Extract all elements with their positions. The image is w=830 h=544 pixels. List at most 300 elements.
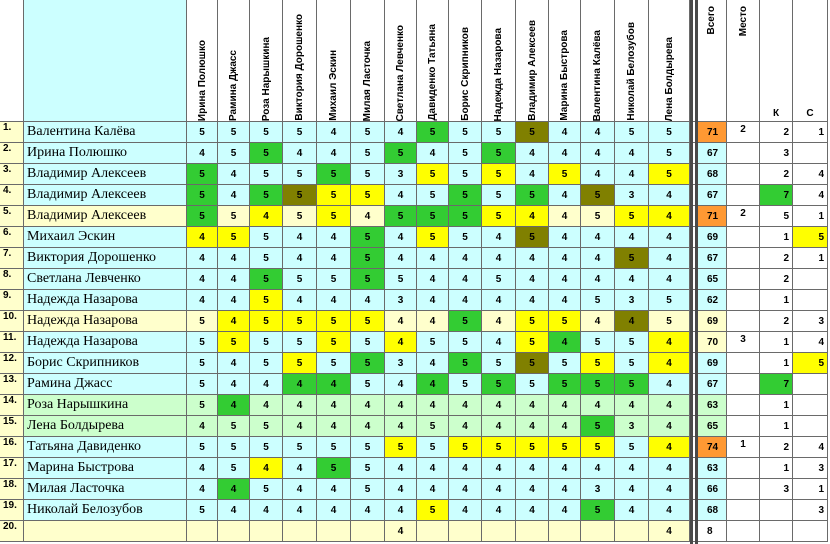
score-cell[interactable]: 4 (549, 332, 581, 353)
score-cell[interactable]: 5 (351, 374, 385, 395)
score-cell[interactable]: 5 (549, 311, 581, 332)
score-cell[interactable]: 4 (417, 311, 449, 332)
score-cell[interactable] (581, 521, 615, 542)
score-cell[interactable]: 4 (218, 353, 250, 374)
score-cell[interactable]: 4 (385, 332, 417, 353)
score-cell[interactable]: 5 (351, 332, 385, 353)
score-cell[interactable]: 5 (449, 374, 482, 395)
score-cell[interactable]: 5 (250, 479, 283, 500)
score-cell[interactable]: 4 (449, 395, 482, 416)
score-cell[interactable]: 4 (649, 227, 690, 248)
score-cell[interactable]: 5 (250, 269, 283, 290)
score-cell[interactable]: 5 (385, 143, 417, 164)
score-cell[interactable]: 5 (482, 437, 516, 458)
score-cell[interactable]: 4 (516, 395, 549, 416)
score-cell[interactable]: 4 (549, 458, 581, 479)
score-cell[interactable]: 5 (449, 122, 482, 143)
score-cell[interactable]: 4 (516, 458, 549, 479)
score-cell[interactable]: 4 (385, 416, 417, 437)
score-cell[interactable]: 4 (615, 458, 649, 479)
score-cell[interactable]: 5 (250, 122, 283, 143)
score-cell[interactable]: 4 (649, 521, 690, 542)
score-cell[interactable]: 4 (351, 290, 385, 311)
score-cell[interactable]: 4 (283, 227, 317, 248)
score-cell[interactable]: 5 (351, 122, 385, 143)
score-cell[interactable]: 5 (385, 269, 417, 290)
score-cell[interactable]: 5 (187, 500, 218, 521)
score-cell[interactable]: 5 (218, 122, 250, 143)
score-cell[interactable]: 4 (581, 269, 615, 290)
score-cell[interactable]: 4 (516, 206, 549, 227)
score-cell[interactable]: 4 (449, 458, 482, 479)
score-cell[interactable]: 5 (449, 311, 482, 332)
score-cell[interactable]: 5 (449, 332, 482, 353)
score-cell[interactable]: 3 (385, 290, 417, 311)
score-cell[interactable]: 5 (417, 206, 449, 227)
score-cell[interactable]: 4 (449, 290, 482, 311)
score-cell[interactable]: 4 (516, 290, 549, 311)
score-cell[interactable]: 4 (283, 248, 317, 269)
score-cell[interactable]: 4 (317, 227, 351, 248)
score-cell[interactable]: 5 (615, 206, 649, 227)
score-cell[interactable]: 5 (615, 332, 649, 353)
score-cell[interactable]: 5 (218, 458, 250, 479)
score-cell[interactable]: 4 (317, 479, 351, 500)
score-cell[interactable]: 5 (581, 332, 615, 353)
score-cell[interactable]: 5 (317, 458, 351, 479)
score-cell[interactable]: 5 (250, 164, 283, 185)
score-cell[interactable]: 5 (516, 227, 549, 248)
score-cell[interactable]: 3 (615, 416, 649, 437)
score-cell[interactable]: 4 (549, 500, 581, 521)
score-cell[interactable]: 5 (250, 290, 283, 311)
score-cell[interactable]: 4 (482, 332, 516, 353)
score-cell[interactable]: 4 (250, 206, 283, 227)
score-cell[interactable]: 4 (351, 416, 385, 437)
score-cell[interactable]: 4 (250, 458, 283, 479)
score-cell[interactable]: 4 (449, 416, 482, 437)
score-cell[interactable]: 4 (615, 395, 649, 416)
score-cell[interactable]: 4 (417, 269, 449, 290)
score-cell[interactable]: 3 (615, 185, 649, 206)
score-cell[interactable]: 4 (581, 458, 615, 479)
score-cell[interactable]: 5 (317, 206, 351, 227)
score-cell[interactable] (449, 521, 482, 542)
score-cell[interactable]: 5 (615, 353, 649, 374)
score-cell[interactable]: 3 (385, 353, 417, 374)
score-cell[interactable]: 5 (449, 143, 482, 164)
score-cell[interactable]: 5 (250, 185, 283, 206)
score-cell[interactable]: 4 (283, 458, 317, 479)
score-cell[interactable]: 4 (218, 248, 250, 269)
score-cell[interactable]: 5 (482, 185, 516, 206)
score-cell[interactable]: 5 (649, 143, 690, 164)
score-cell[interactable]: 5 (187, 437, 218, 458)
score-cell[interactable]: 4 (649, 437, 690, 458)
score-cell[interactable]: 4 (187, 458, 218, 479)
score-cell[interactable]: 5 (449, 353, 482, 374)
score-cell[interactable]: 4 (218, 374, 250, 395)
score-cell[interactable]: 5 (351, 227, 385, 248)
score-cell[interactable]: 5 (549, 374, 581, 395)
score-cell[interactable]: 4 (250, 395, 283, 416)
score-cell[interactable] (187, 521, 218, 542)
score-cell[interactable]: 4 (615, 143, 649, 164)
score-cell[interactable]: 4 (317, 248, 351, 269)
score-cell[interactable]: 4 (417, 143, 449, 164)
score-cell[interactable]: 4 (482, 395, 516, 416)
score-cell[interactable]: 5 (482, 353, 516, 374)
score-cell[interactable]: 4 (317, 290, 351, 311)
score-cell[interactable]: 5 (516, 353, 549, 374)
score-cell[interactable]: 4 (385, 122, 417, 143)
score-cell[interactable]: 4 (549, 479, 581, 500)
score-cell[interactable]: 5 (649, 164, 690, 185)
score-cell[interactable]: 4 (283, 290, 317, 311)
score-cell[interactable]: 4 (317, 416, 351, 437)
score-cell[interactable]: 4 (351, 206, 385, 227)
score-cell[interactable]: 5 (516, 332, 549, 353)
score-cell[interactable]: 4 (187, 227, 218, 248)
score-cell[interactable]: 5 (218, 206, 250, 227)
score-cell[interactable]: 4 (449, 269, 482, 290)
score-cell[interactable]: 5 (351, 143, 385, 164)
score-cell[interactable]: 5 (581, 290, 615, 311)
score-cell[interactable]: 5 (283, 269, 317, 290)
score-cell[interactable]: 5 (649, 311, 690, 332)
score-cell[interactable]: 5 (417, 227, 449, 248)
score-cell[interactable]: 5 (649, 122, 690, 143)
score-cell[interactable]: 4 (516, 500, 549, 521)
score-cell[interactable]: 4 (549, 122, 581, 143)
score-cell[interactable]: 4 (218, 479, 250, 500)
score-cell[interactable]: 5 (482, 374, 516, 395)
score-cell[interactable]: 4 (317, 143, 351, 164)
score-cell[interactable]: 5 (218, 227, 250, 248)
score-cell[interactable]: 4 (516, 164, 549, 185)
score-cell[interactable]: 4 (283, 416, 317, 437)
score-cell[interactable]: 5 (351, 248, 385, 269)
score-cell[interactable]: 5 (250, 416, 283, 437)
score-cell[interactable]: 5 (449, 185, 482, 206)
score-cell[interactable]: 5 (549, 437, 581, 458)
score-cell[interactable]: 4 (649, 206, 690, 227)
score-cell[interactable]: 4 (187, 269, 218, 290)
score-cell[interactable]: 4 (283, 374, 317, 395)
score-cell[interactable]: 4 (187, 290, 218, 311)
score-cell[interactable]: 5 (283, 164, 317, 185)
score-cell[interactable]: 4 (317, 374, 351, 395)
score-cell[interactable]: 5 (482, 164, 516, 185)
score-cell[interactable]: 5 (581, 500, 615, 521)
score-cell[interactable]: 4 (385, 395, 417, 416)
score-cell[interactable]: 5 (482, 122, 516, 143)
score-cell[interactable]: 4 (649, 395, 690, 416)
score-cell[interactable]: 5 (385, 206, 417, 227)
score-cell[interactable]: 4 (283, 395, 317, 416)
score-cell[interactable]: 4 (549, 143, 581, 164)
score-cell[interactable]: 5 (581, 206, 615, 227)
score-cell[interactable] (250, 521, 283, 542)
score-cell[interactable]: 4 (549, 290, 581, 311)
score-cell[interactable]: 4 (581, 395, 615, 416)
score-cell[interactable]: 5 (187, 374, 218, 395)
score-cell[interactable]: 4 (615, 269, 649, 290)
score-cell[interactable]: 4 (218, 185, 250, 206)
score-cell[interactable]: 5 (581, 185, 615, 206)
score-cell[interactable]: 4 (317, 395, 351, 416)
score-cell[interactable]: 5 (351, 437, 385, 458)
score-cell[interactable]: 5 (351, 311, 385, 332)
score-cell[interactable]: 5 (449, 206, 482, 227)
score-cell[interactable]: 4 (449, 248, 482, 269)
score-cell[interactable]: 4 (649, 500, 690, 521)
score-cell[interactable]: 4 (449, 500, 482, 521)
score-cell[interactable]: 5 (351, 269, 385, 290)
score-cell[interactable]: 5 (283, 185, 317, 206)
score-cell[interactable]: 5 (549, 164, 581, 185)
score-cell[interactable]: 5 (317, 311, 351, 332)
score-cell[interactable]: 4 (417, 248, 449, 269)
score-cell[interactable]: 4 (417, 374, 449, 395)
score-cell[interactable]: 4 (581, 122, 615, 143)
score-cell[interactable]: 5 (317, 185, 351, 206)
score-cell[interactable]: 4 (218, 269, 250, 290)
score-cell[interactable]: 5 (317, 437, 351, 458)
score-cell[interactable]: 4 (317, 500, 351, 521)
score-cell[interactable]: 3 (615, 290, 649, 311)
score-cell[interactable]: 5 (250, 248, 283, 269)
score-cell[interactable]: 4 (351, 395, 385, 416)
score-cell[interactable]: 5 (317, 353, 351, 374)
score-cell[interactable]: 4 (187, 479, 218, 500)
score-cell[interactable]: 3 (581, 479, 615, 500)
score-cell[interactable]: 4 (649, 416, 690, 437)
score-cell[interactable]: 4 (549, 227, 581, 248)
score-cell[interactable]: 5 (351, 458, 385, 479)
score-cell[interactable]: 5 (482, 269, 516, 290)
score-cell[interactable]: 5 (187, 185, 218, 206)
score-cell[interactable]: 4 (385, 311, 417, 332)
score-cell[interactable]: 5 (187, 164, 218, 185)
score-cell[interactable]: 4 (581, 143, 615, 164)
score-cell[interactable]: 4 (187, 248, 218, 269)
score-cell[interactable]: 5 (187, 122, 218, 143)
score-cell[interactable]: 4 (615, 227, 649, 248)
score-cell[interactable]: 4 (649, 374, 690, 395)
score-cell[interactable]: 4 (385, 479, 417, 500)
score-cell[interactable]: 4 (482, 500, 516, 521)
score-cell[interactable] (516, 521, 549, 542)
score-cell[interactable]: 5 (581, 437, 615, 458)
score-cell[interactable]: 4 (417, 458, 449, 479)
score-cell[interactable]: 4 (615, 479, 649, 500)
score-cell[interactable]: 4 (482, 479, 516, 500)
score-cell[interactable]: 5 (250, 353, 283, 374)
score-cell[interactable]: 5 (581, 353, 615, 374)
score-cell[interactable]: 4 (250, 500, 283, 521)
score-cell[interactable]: 4 (615, 311, 649, 332)
score-cell[interactable] (283, 521, 317, 542)
score-cell[interactable]: 5 (549, 353, 581, 374)
score-cell[interactable]: 5 (449, 227, 482, 248)
score-cell[interactable]: 4 (385, 227, 417, 248)
score-cell[interactable]: 4 (482, 290, 516, 311)
score-cell[interactable]: 4 (351, 500, 385, 521)
score-cell[interactable]: 5 (187, 311, 218, 332)
score-cell[interactable]: 4 (549, 248, 581, 269)
score-cell[interactable]: 4 (482, 248, 516, 269)
score-cell[interactable]: 5 (187, 332, 218, 353)
score-cell[interactable]: 5 (417, 437, 449, 458)
score-cell[interactable]: 4 (417, 395, 449, 416)
score-cell[interactable]: 5 (516, 311, 549, 332)
score-cell[interactable]: 5 (417, 185, 449, 206)
score-cell[interactable]: 5 (351, 185, 385, 206)
score-cell[interactable]: 4 (549, 206, 581, 227)
score-cell[interactable]: 4 (218, 290, 250, 311)
score-cell[interactable]: 5 (317, 269, 351, 290)
score-cell[interactable]: 4 (482, 458, 516, 479)
score-cell[interactable]: 5 (250, 311, 283, 332)
score-cell[interactable]: 5 (283, 122, 317, 143)
score-cell[interactable]: 5 (417, 500, 449, 521)
score-cell[interactable]: 4 (449, 479, 482, 500)
score-cell[interactable]: 5 (283, 332, 317, 353)
score-cell[interactable]: 4 (417, 479, 449, 500)
score-cell[interactable]: 5 (250, 227, 283, 248)
score-cell[interactable]: 5 (283, 437, 317, 458)
score-cell[interactable]: 4 (317, 122, 351, 143)
score-cell[interactable] (549, 521, 581, 542)
score-cell[interactable]: 5 (351, 479, 385, 500)
score-cell[interactable]: 4 (516, 269, 549, 290)
score-cell[interactable]: 5 (250, 143, 283, 164)
score-cell[interactable]: 4 (385, 248, 417, 269)
score-cell[interactable]: 5 (615, 122, 649, 143)
score-cell[interactable]: 5 (482, 143, 516, 164)
score-cell[interactable] (317, 521, 351, 542)
score-cell[interactable]: 5 (283, 311, 317, 332)
score-cell[interactable]: 5 (482, 206, 516, 227)
score-cell[interactable]: 4 (187, 143, 218, 164)
score-cell[interactable]: 4 (516, 248, 549, 269)
score-cell[interactable]: 5 (351, 164, 385, 185)
score-cell[interactable]: 5 (250, 332, 283, 353)
score-cell[interactable]: 5 (449, 164, 482, 185)
score-cell[interactable]: 4 (482, 227, 516, 248)
score-cell[interactable]: 5 (417, 164, 449, 185)
score-cell[interactable]: 4 (581, 227, 615, 248)
score-cell[interactable]: 4 (283, 500, 317, 521)
score-cell[interactable]: 4 (516, 143, 549, 164)
score-cell[interactable]: 5 (187, 395, 218, 416)
score-cell[interactable]: 5 (317, 164, 351, 185)
score-cell[interactable]: 4 (615, 164, 649, 185)
score-cell[interactable]: 5 (283, 206, 317, 227)
score-cell[interactable]: 5 (615, 248, 649, 269)
score-cell[interactable]: 4 (283, 479, 317, 500)
score-cell[interactable]: 4 (549, 395, 581, 416)
score-cell[interactable]: 4 (549, 416, 581, 437)
score-cell[interactable]: 5 (218, 143, 250, 164)
score-cell[interactable]: 4 (417, 290, 449, 311)
score-cell[interactable]: 5 (516, 437, 549, 458)
score-cell[interactable]: 4 (283, 143, 317, 164)
score-cell[interactable]: 5 (283, 353, 317, 374)
score-cell[interactable]: 5 (417, 332, 449, 353)
score-cell[interactable]: 4 (218, 311, 250, 332)
score-cell[interactable]: 5 (449, 437, 482, 458)
score-cell[interactable] (417, 521, 449, 542)
score-cell[interactable]: 5 (417, 122, 449, 143)
score-cell[interactable]: 4 (549, 269, 581, 290)
score-cell[interactable]: 4 (581, 164, 615, 185)
score-cell[interactable]: 5 (385, 437, 417, 458)
score-cell[interactable]: 4 (649, 185, 690, 206)
score-cell[interactable]: 5 (317, 332, 351, 353)
score-cell[interactable]: 4 (615, 500, 649, 521)
score-cell[interactable]: 5 (417, 416, 449, 437)
score-cell[interactable]: 5 (250, 437, 283, 458)
score-cell[interactable]: 4 (218, 395, 250, 416)
score-cell[interactable]: 4 (417, 353, 449, 374)
score-cell[interactable]: 5 (581, 416, 615, 437)
score-cell[interactable]: 4 (482, 416, 516, 437)
score-cell[interactable]: 4 (581, 311, 615, 332)
score-cell[interactable]: 4 (516, 416, 549, 437)
score-cell[interactable]: 4 (649, 353, 690, 374)
score-cell[interactable]: 4 (649, 269, 690, 290)
score-cell[interactable]: 3 (385, 164, 417, 185)
score-cell[interactable] (218, 521, 250, 542)
score-cell[interactable]: 5 (187, 206, 218, 227)
score-cell[interactable]: 4 (549, 185, 581, 206)
score-cell[interactable]: 5 (516, 185, 549, 206)
score-cell[interactable]: 5 (615, 437, 649, 458)
score-cell[interactable]: 4 (385, 521, 417, 542)
score-cell[interactable]: 4 (581, 248, 615, 269)
score-cell[interactable]: 4 (250, 374, 283, 395)
score-cell[interactable]: 5 (218, 332, 250, 353)
score-cell[interactable]: 5 (615, 374, 649, 395)
score-cell[interactable]: 5 (351, 353, 385, 374)
score-cell[interactable]: 4 (385, 500, 417, 521)
score-cell[interactable]: 5 (581, 374, 615, 395)
score-cell[interactable]: 4 (649, 479, 690, 500)
score-cell[interactable] (482, 521, 516, 542)
score-cell[interactable]: 4 (385, 374, 417, 395)
score-cell[interactable] (615, 521, 649, 542)
score-cell[interactable] (351, 521, 385, 542)
score-cell[interactable]: 4 (516, 479, 549, 500)
score-cell[interactable]: 4 (385, 185, 417, 206)
score-cell[interactable]: 4 (649, 458, 690, 479)
score-cell[interactable]: 4 (649, 332, 690, 353)
score-cell[interactable]: 5 (649, 290, 690, 311)
score-cell[interactable]: 4 (187, 416, 218, 437)
score-cell[interactable]: 5 (187, 353, 218, 374)
score-cell[interactable]: 5 (516, 374, 549, 395)
score-cell[interactable]: 4 (482, 311, 516, 332)
score-cell[interactable]: 5 (218, 416, 250, 437)
score-cell[interactable]: 5 (516, 122, 549, 143)
score-cell[interactable]: 4 (649, 248, 690, 269)
score-cell[interactable]: 4 (218, 500, 250, 521)
score-cell[interactable]: 5 (218, 437, 250, 458)
score-cell[interactable]: 4 (385, 458, 417, 479)
score-cell[interactable]: 4 (218, 164, 250, 185)
